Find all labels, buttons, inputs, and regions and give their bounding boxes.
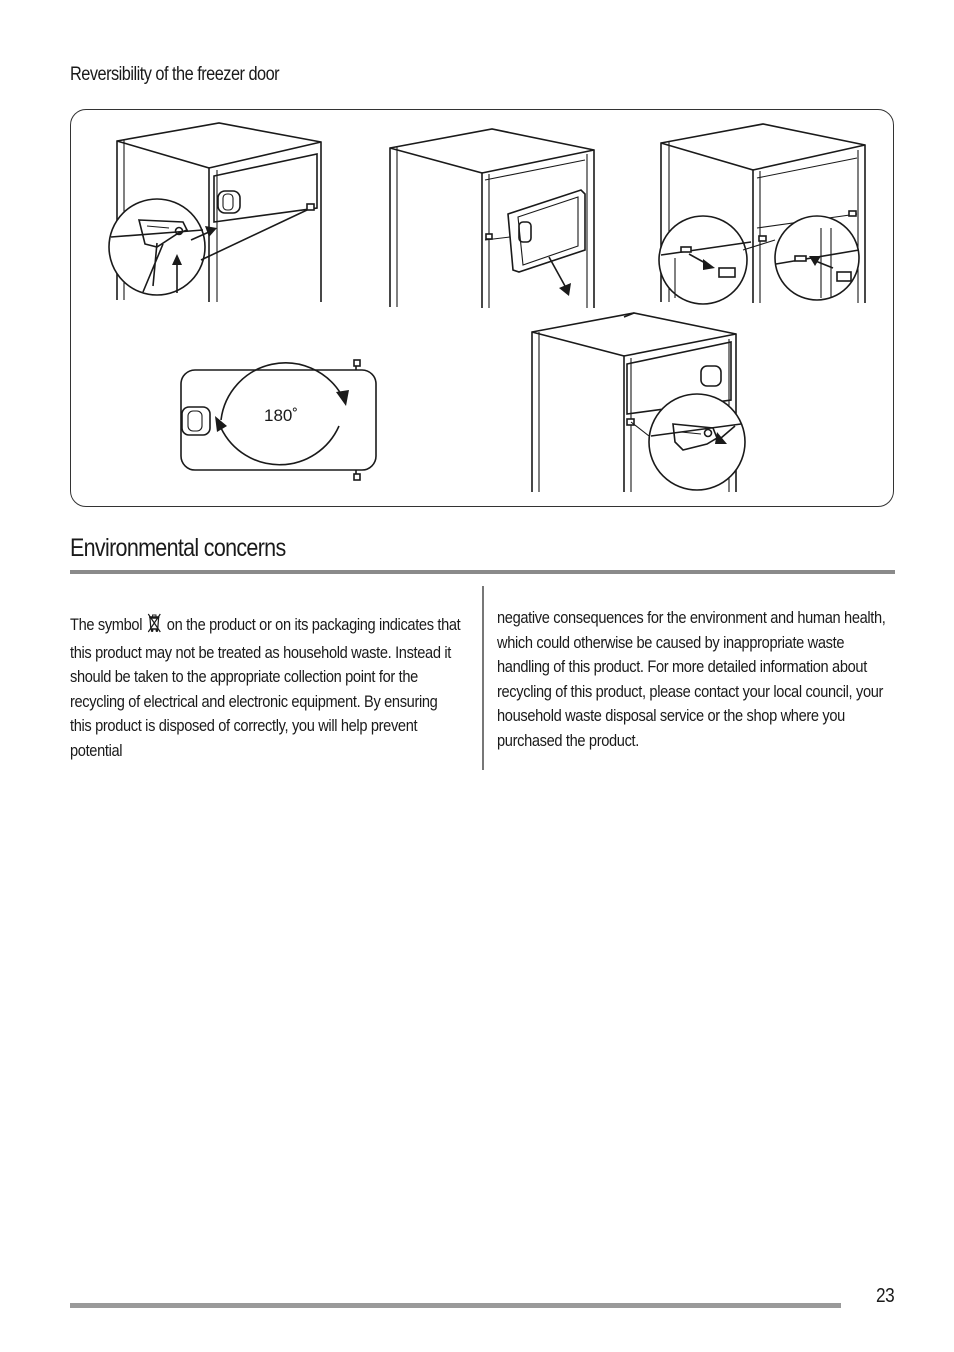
crossed-out-wheelie-bin-icon bbox=[148, 613, 162, 641]
body-text-right: negative consequences for the environment and human health, which could otherwise be caused by inappropriate waste handling of this product. For more detailed information about recycling of this product, please contact your local council, your household waste disposal service or the shop where you purchased the product. bbox=[497, 608, 886, 750]
illustration-drawing bbox=[71, 110, 894, 507]
figure-heading: Reversibility of the freezer door bbox=[70, 64, 280, 85]
freezer-door-reversal-illustration bbox=[70, 109, 894, 507]
section-title: Environmental concerns bbox=[70, 534, 286, 562]
body-column-left bbox=[70, 613, 462, 763]
body-text-left-start: The symbol bbox=[70, 615, 143, 634]
section-rule bbox=[70, 570, 895, 574]
step-3-drawing bbox=[659, 124, 865, 304]
page-number: 23 bbox=[876, 1285, 895, 1307]
step-1-drawing bbox=[109, 123, 321, 302]
footer-rule bbox=[70, 1303, 841, 1308]
step-5-drawing bbox=[532, 313, 745, 492]
body-column-right bbox=[497, 606, 897, 753]
step-2-drawing bbox=[390, 129, 594, 308]
rotation-label: 180˚ bbox=[264, 406, 299, 425]
step-4-drawing bbox=[181, 360, 376, 480]
body-text-left-end: on the product or on its packaging indicates that this product may not be treated as household waste. Instead it should be taken to the appropriate collection point for the recycling of electrical and electronic equipment. By ensuring this product is disposed of correctly, you will help prevent potential bbox=[70, 615, 461, 760]
column-divider bbox=[482, 586, 484, 770]
